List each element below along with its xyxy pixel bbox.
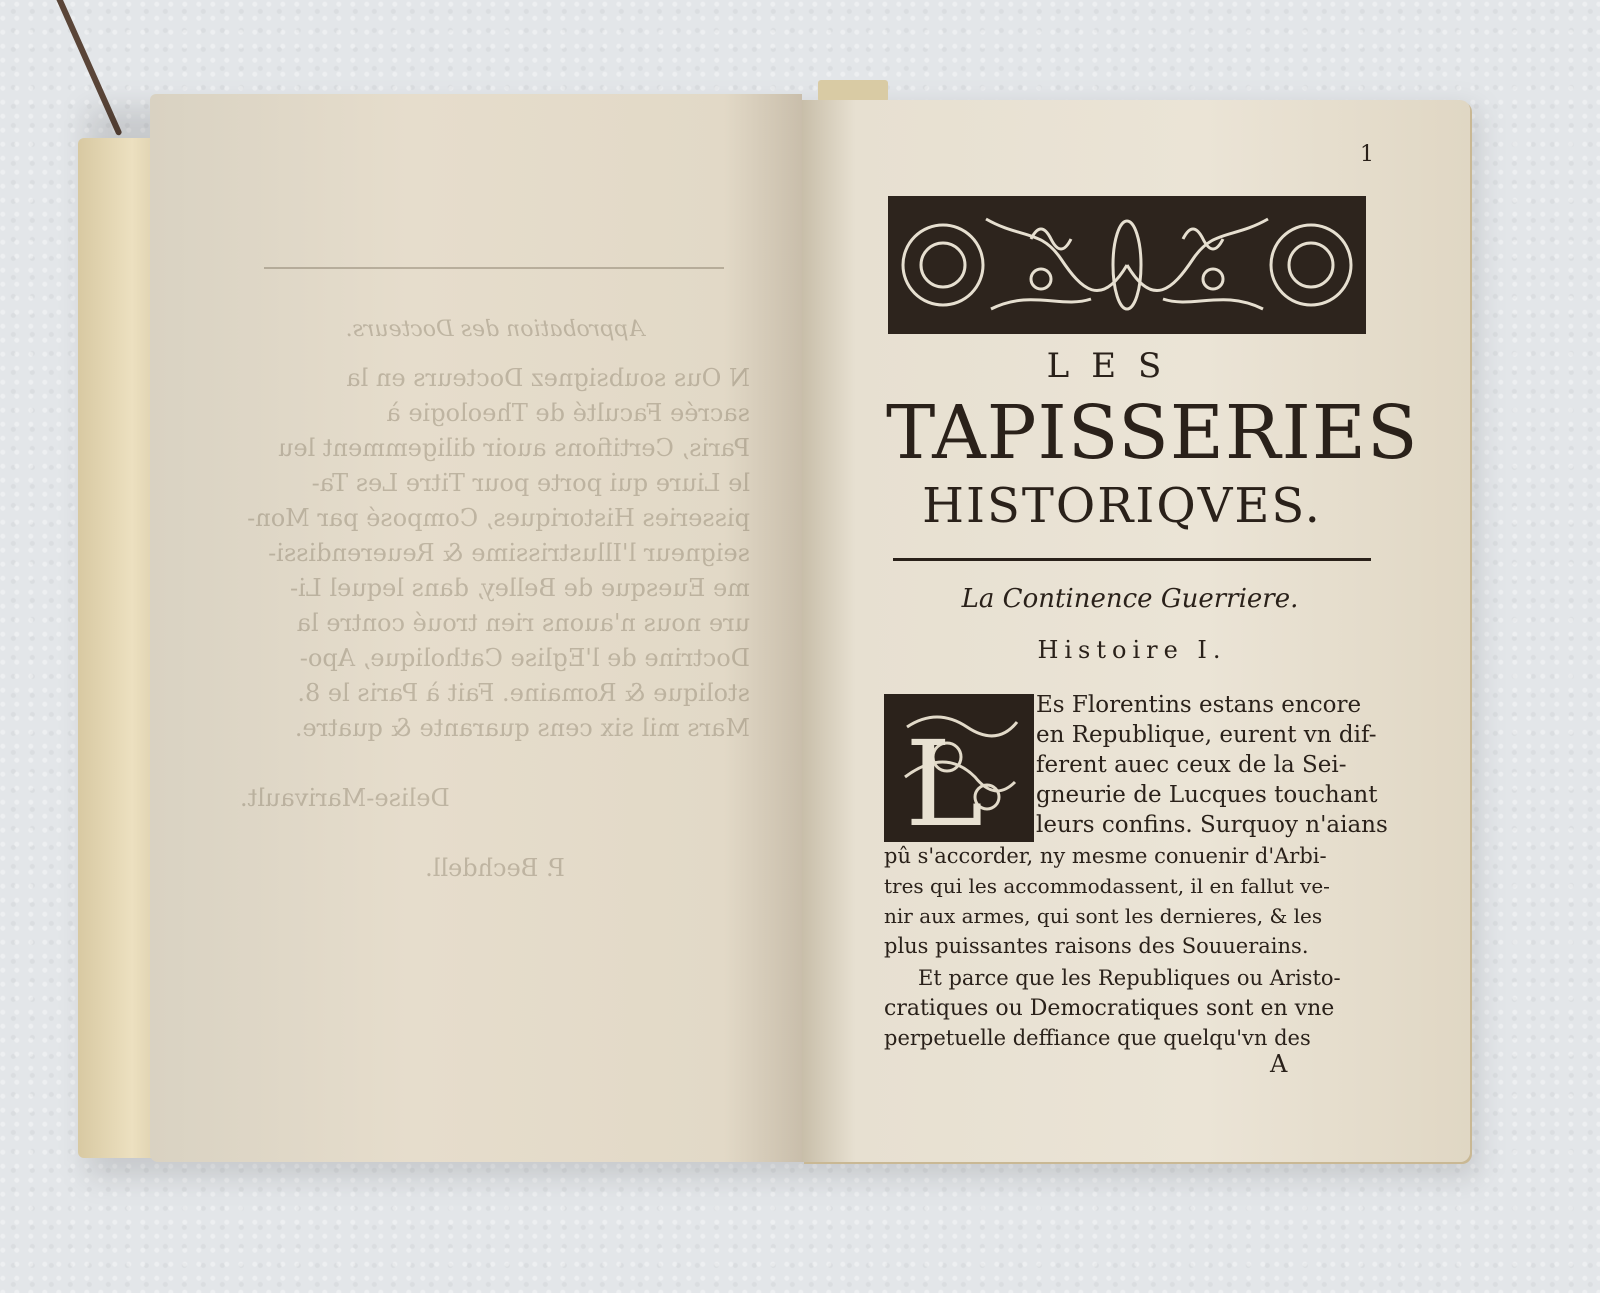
- show-through-line: N Ous soubsignez Docteurs en la: [346, 364, 750, 392]
- show-through-line: pisseries Historiques, Composé par Mon-: [247, 504, 750, 532]
- ornamental-headpiece: [888, 196, 1366, 334]
- show-through-line: Approbation des Docteurs.: [345, 317, 645, 342]
- title-historiques: HISTORIQVES.: [922, 478, 1322, 534]
- text-line: perpetuelle deffiance que quelqu'vn des: [884, 1026, 1311, 1050]
- text-line: pû s'accorder, ny mesme conuenir d'Arbi-: [884, 844, 1327, 868]
- show-through-line: [240, 816, 750, 851]
- drop-cap-letter: L: [905, 715, 984, 839]
- show-through-line: [240, 746, 750, 781]
- show-through-line: Delise-Marivault.: [240, 784, 450, 812]
- story-subheading: La Continence Guerriere.: [961, 584, 1299, 614]
- show-through-line: seigneur l'Illustrissime & Reuerendissi-: [268, 539, 750, 567]
- text-line: gneurie de Lucques touchant: [1036, 782, 1378, 808]
- title-tapisseries: TAPISSERIES: [886, 390, 1419, 476]
- show-through-line: stolique & Romaine. Fait à Paris le 8.: [297, 679, 750, 707]
- show-through-rule: [264, 267, 724, 269]
- section-heading: Histoire I.: [1037, 636, 1227, 664]
- show-through-line: ure nous n'auons rien troué contre la: [296, 609, 750, 637]
- decorated-drop-cap: [884, 694, 1034, 842]
- page-tab: [818, 80, 888, 102]
- title-les: LES: [1046, 346, 1184, 386]
- text-line: plus puissantes raisons des Souuerains.: [884, 934, 1309, 958]
- text-line: nir aux armes, qui sont les dernieres, & les: [884, 904, 1323, 928]
- text-line: cratiques ou Democratiques sont en vne: [884, 996, 1335, 1021]
- text-line: ferent auec ceux de la Sei-: [1036, 752, 1347, 778]
- title-rule: [893, 558, 1371, 561]
- show-through-line: Mars mil six cens quarante & quatre.: [294, 714, 750, 742]
- show-through-line: Doctrine de l'Eglise Catholique, Apo-: [299, 644, 750, 672]
- show-through-line: sacrée Faculté de Theologie à: [386, 399, 750, 427]
- text-line: leurs confins. Surquoy n'aians: [1036, 812, 1388, 838]
- text-line: en Republique, eurent vn dif-: [1036, 722, 1377, 748]
- text-line: Et parce que les Republiques ou Aristo-: [918, 966, 1341, 990]
- show-through-line: me Euesque de Belley, dans lequel Li-: [290, 574, 750, 602]
- show-through-line: le Liure qui porte pour Titre Les Ta-: [311, 469, 750, 497]
- show-through-text: [240, 312, 750, 886]
- text-line: tres qui les accommodassent, il en fallut ve-: [884, 874, 1330, 898]
- text-line: Es Florentins estans encore: [1036, 692, 1362, 718]
- show-through-line: P. Bechdell.: [425, 854, 565, 882]
- page-number: 1: [1360, 142, 1374, 167]
- signature-mark: A: [1270, 1050, 1288, 1078]
- show-through-line: Paris, Certifions auoir diligemment leu: [277, 434, 750, 462]
